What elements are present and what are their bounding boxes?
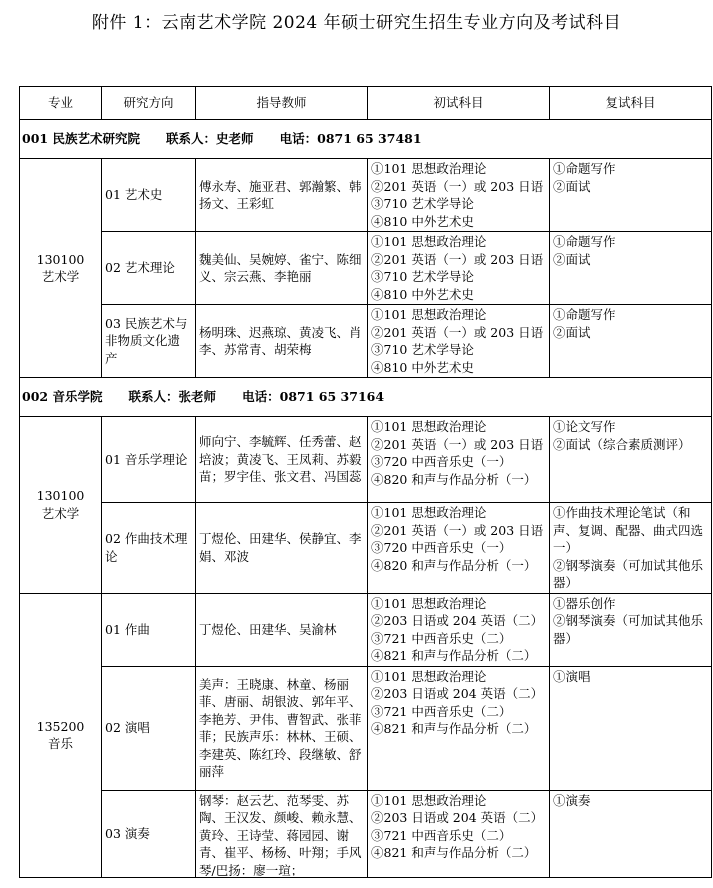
subjects-cell [368,666,550,790]
retest-line: ①命题写作 [553,234,616,249]
major-code: 130100 [36,488,85,504]
subjects-cell [368,593,550,666]
retest-line: ①作曲技术理论笔试（和声、复调、配器、曲式四选一） [553,505,704,555]
subject-line: ④810 中外艺术史 [371,286,474,302]
header-retest-subjects: 复试科目 [550,87,712,120]
table-row [20,417,712,503]
retest-line: ②面试 [553,324,591,340]
subject-line: ①101 思想政治理论 [371,419,487,434]
department-header: 001 民族艺术研究院 联系人：史老师 电话：0871 65 37481 [20,120,712,159]
subject-line: ①101 思想政治理论 [371,505,487,520]
teachers-cell: 美声：王晓康、林童、杨丽菲、唐丽、胡银波、郭年平、李艳芳、尹伟、曹智武、张菲菲；民族声乐：林林、王硕、李建英、陈红玲、段继敏、舒丽萍 [196,666,368,790]
retest-cell [550,593,712,666]
subjects-cell [368,305,550,378]
direction-cell: 01 作曲 [102,593,196,666]
retest-cell [550,232,712,305]
subjects-cell [368,417,550,503]
subjects-cell [368,790,550,877]
teachers-text: 钢琴：赵云艺、范琴雯、苏陶、王汉发、颜峻、赖永慧、黄玲、王诗莹、蒋园园、谢青、崔平、杨杨、叶翔；手风琴/巴扬：廖一瑄； [199,792,362,876]
subject-line: ②201 英语（一）或 203 日语 [371,251,544,267]
major-name: 音乐 [47,736,73,751]
subject-line: ③721 中西音乐史（二） [371,827,512,843]
subject-line: ④820 和声与作品分析（一） [371,471,537,487]
major-name: 艺术学 [41,505,80,521]
table-row [20,593,712,666]
header-major: 专业 [20,87,102,120]
subject-line: ③710 艺术学导论 [371,269,474,284]
major-cell [20,417,102,594]
retest-cell [550,666,712,790]
major-name: 艺术学 [41,269,80,284]
direction-cell: 01 音乐学理论 [102,417,196,503]
subject-line: ②201 英语（一）或 203 日语 [371,436,544,452]
direction-cell: 03 演奏 [102,790,196,877]
teachers-cell: 魏美仙、吴婉婷、雀宁、陈细义、宗云燕、李艳丽 [196,232,368,305]
subject-line: ④820 和声与作品分析（一） [371,557,537,573]
table-row [20,232,712,305]
retest-line: ①演唱 [553,668,591,684]
subject-line: ①101 思想政治理论 [371,595,487,611]
table-row [20,790,712,877]
subject-line: ④810 中外艺术史 [371,213,474,229]
subject-line: ①101 思想政治理论 [371,668,487,684]
subject-line: ②201 英语（一）或 203 日语 [371,324,544,340]
retest-cell [550,503,712,594]
subject-line: ①101 思想政治理论 [371,161,487,176]
major-cell [20,159,102,378]
retest-line: ①器乐创作 [553,595,616,611]
header-row [20,87,712,120]
department-row [20,120,712,159]
subjects-cell [368,159,550,232]
retest-line: ②面试（综合素质测评） [553,436,691,452]
teachers-cell: 傅永寿、施亚君、郭瀚繁、韩扬文、王彩虹 [196,159,368,232]
subject-line: ②203 日语或 204 英语（二） [371,686,544,701]
subject-line: ③710 艺术学导论 [371,196,474,211]
subject-line: ③720 中西音乐史（一） [371,540,512,555]
department-header: 002 音乐学院 联系人：张老师 电话：0871 65 37164 [20,378,712,417]
subject-line: ③710 艺术学导论 [371,342,474,357]
header-initial-subjects: 初试科目 [368,87,550,120]
major-code: 135200 [36,718,85,734]
retest-cell [550,305,712,378]
admissions-table [19,86,712,878]
table-row [20,159,712,232]
retest-cell [550,417,712,503]
retest-line: ①演奏 [553,792,591,808]
subjects-cell [368,503,550,594]
retest-cell [550,790,712,877]
subject-line: ②203 日语或 204 英语（二） [371,810,544,825]
teachers-cell: 丁煜伦、田建华、吴渝林 [196,593,368,666]
header-teachers: 指导教师 [196,87,368,120]
table-row [20,503,712,594]
department-row [20,378,712,417]
subject-line: ③721 中西音乐史（二） [371,703,512,719]
subject-line: ②203 日语或 204 英语（二） [371,613,544,628]
retest-line: ①命题写作 [553,307,616,322]
subject-line: ④821 和声与作品分析（二） [371,721,537,736]
subject-line: ②201 英语（一）或 203 日语 [371,178,544,194]
retest-line: ②面试 [553,178,591,194]
retest-line: ②面试 [553,251,591,267]
table-row [20,305,712,378]
subject-line: ④810 中外艺术史 [371,359,474,375]
major-code: 130100 [36,251,85,267]
retest-line: ①论文写作 [553,419,616,434]
page-title: 附件 1：云南艺术学院 2024 年硕士研究生招生专业方向及考试科目 [91,13,622,33]
table-row [20,666,712,790]
teachers-cell [196,790,368,877]
subject-line: ④821 和声与作品分析（二） [371,845,537,860]
subject-line: ③721 中西音乐史（二） [371,630,512,646]
direction-cell: 01 艺术史 [102,159,196,232]
direction-cell: 02 作曲技术理论 [102,503,196,594]
teachers-cell: 杨明珠、迟燕琼、黄凌飞、肖李、苏常青、胡荣梅 [196,305,368,378]
teachers-cell: 师向宁、李毓辉、任秀蕾、赵培波；黄凌飞、王凤莉、苏毅苗；罗宇佳、张文君、冯国蕊 [196,417,368,503]
retest-line: ②钢琴演奏（可加试其他乐器） [553,557,704,590]
subject-line: ①101 思想政治理论 [371,234,487,249]
subject-line: ③720 中西音乐史（一） [371,454,512,469]
retest-line: ①命题写作 [553,161,616,176]
major-cell [20,593,102,877]
subject-line: ④821 和声与作品分析（二） [371,648,537,663]
header-direction: 研究方向 [102,87,196,120]
subject-line: ②201 英语（一）或 203 日语 [371,522,544,538]
subject-line: ①101 思想政治理论 [371,792,487,808]
retest-cell [550,159,712,232]
subject-line: ①101 思想政治理论 [371,307,487,322]
direction-cell: 03 民族艺术与非物质文化遗产 [102,305,196,378]
subjects-cell [368,232,550,305]
retest-line: ②钢琴演奏（可加试其他乐器） [553,613,704,646]
teachers-cell: 丁煜伦、田建华、侯静宜、李娟、邓波 [196,503,368,594]
direction-cell: 02 演唱 [102,666,196,790]
direction-cell: 02 艺术理论 [102,232,196,305]
